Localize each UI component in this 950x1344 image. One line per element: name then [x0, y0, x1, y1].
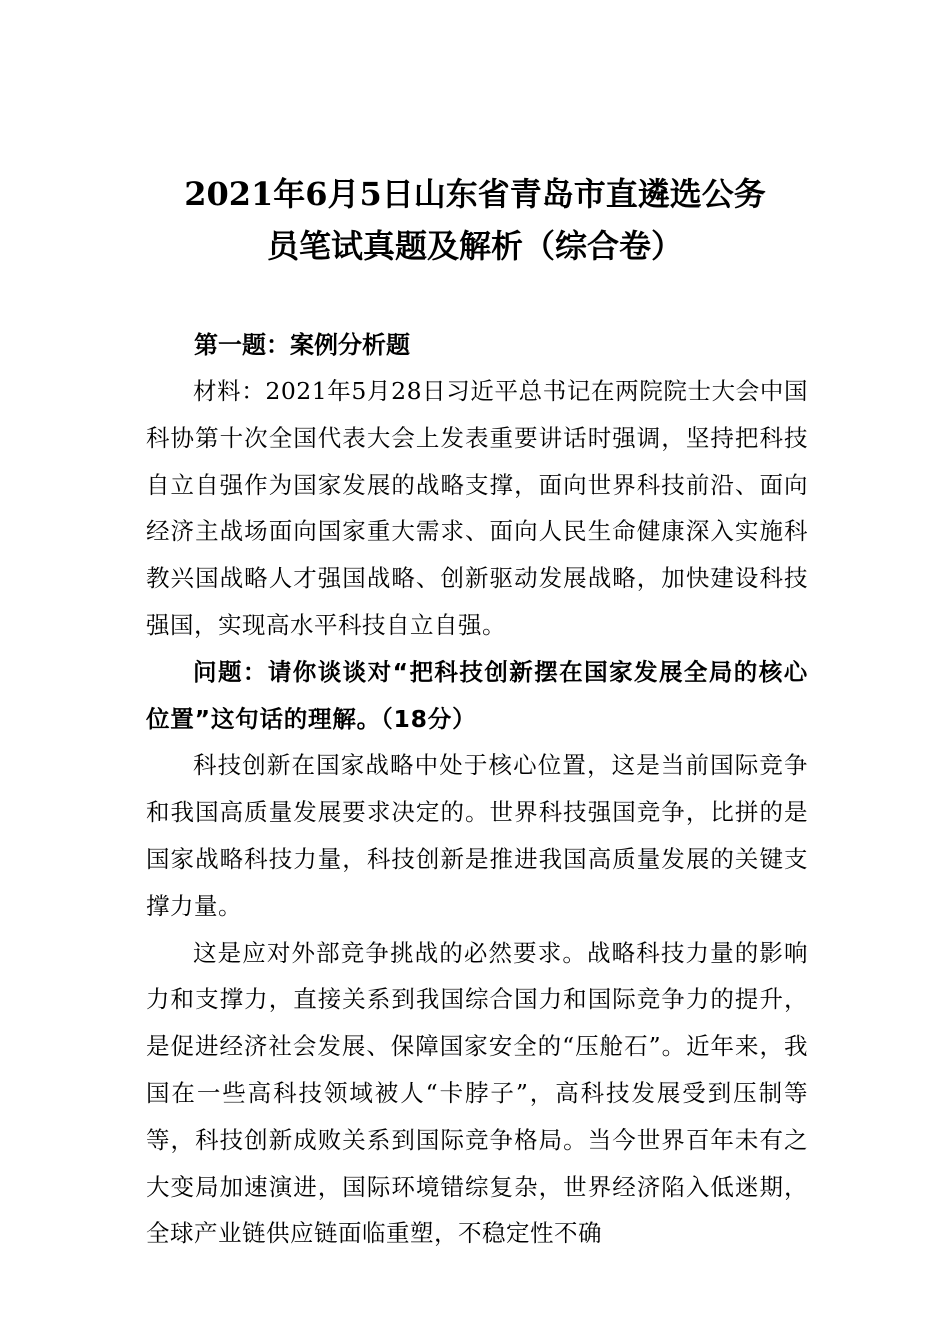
document-title	[120, 168, 830, 272]
section-heading: 第一题：案例分析题	[194, 331, 410, 359]
answer-paragraph-2: 这是应对外部竞争挑战的必然要求。战略科技力量的影响力和支撑力，直接关系到我国综合国力和国际竞争力的提升，是促进经济社会发展、保障国家安全的“压舱石”。近年来，我国在一些高科技领域被人“卡脖子”，高科技发展受到压制等等，科技创新成败关系到国际竞争格局。当今世界百年未有之大变局加速演进，国际环境错综复杂，世界经济陷入低迷期，全球产业链供应链面临重塑，不稳定性不确	[146, 938, 808, 1248]
title-line-2: 员笔试真题及解析（综合卷）	[266, 227, 683, 265]
title-line-1: 2021年6月5日山东省青岛市直遴选公务	[184, 175, 766, 213]
answer-paragraph-1: 科技创新在国家战略中处于核心位置，这是当前国际竞争和我国高质量发展要求决定的。世界科技强国竞争，比拼的是国家战略科技力量，科技创新是推进我国高质量发展的关键支撑力量。	[146, 751, 808, 920]
question-paragraph: 问题：请你谈谈对“把科技创新摆在国家发展全局的核心位置”这句话的理解。（18分）	[146, 657, 808, 733]
material-paragraph: 材料：2021年5月28日习近平总书记在两院院士大会中国科协第十次全国代表大会上发表重要讲话时强调，坚持把科技自立自强作为国家发展的战略支撑，面向世界科技前沿、面向经济主战场面向国家重大需求、面向人民生命健康深入实施科教兴国战略人才强国战略、创新驱动发展战略，加快建设科技强国，实现高水平科技自立自强。	[146, 377, 808, 639]
document-body	[146, 322, 808, 1257]
